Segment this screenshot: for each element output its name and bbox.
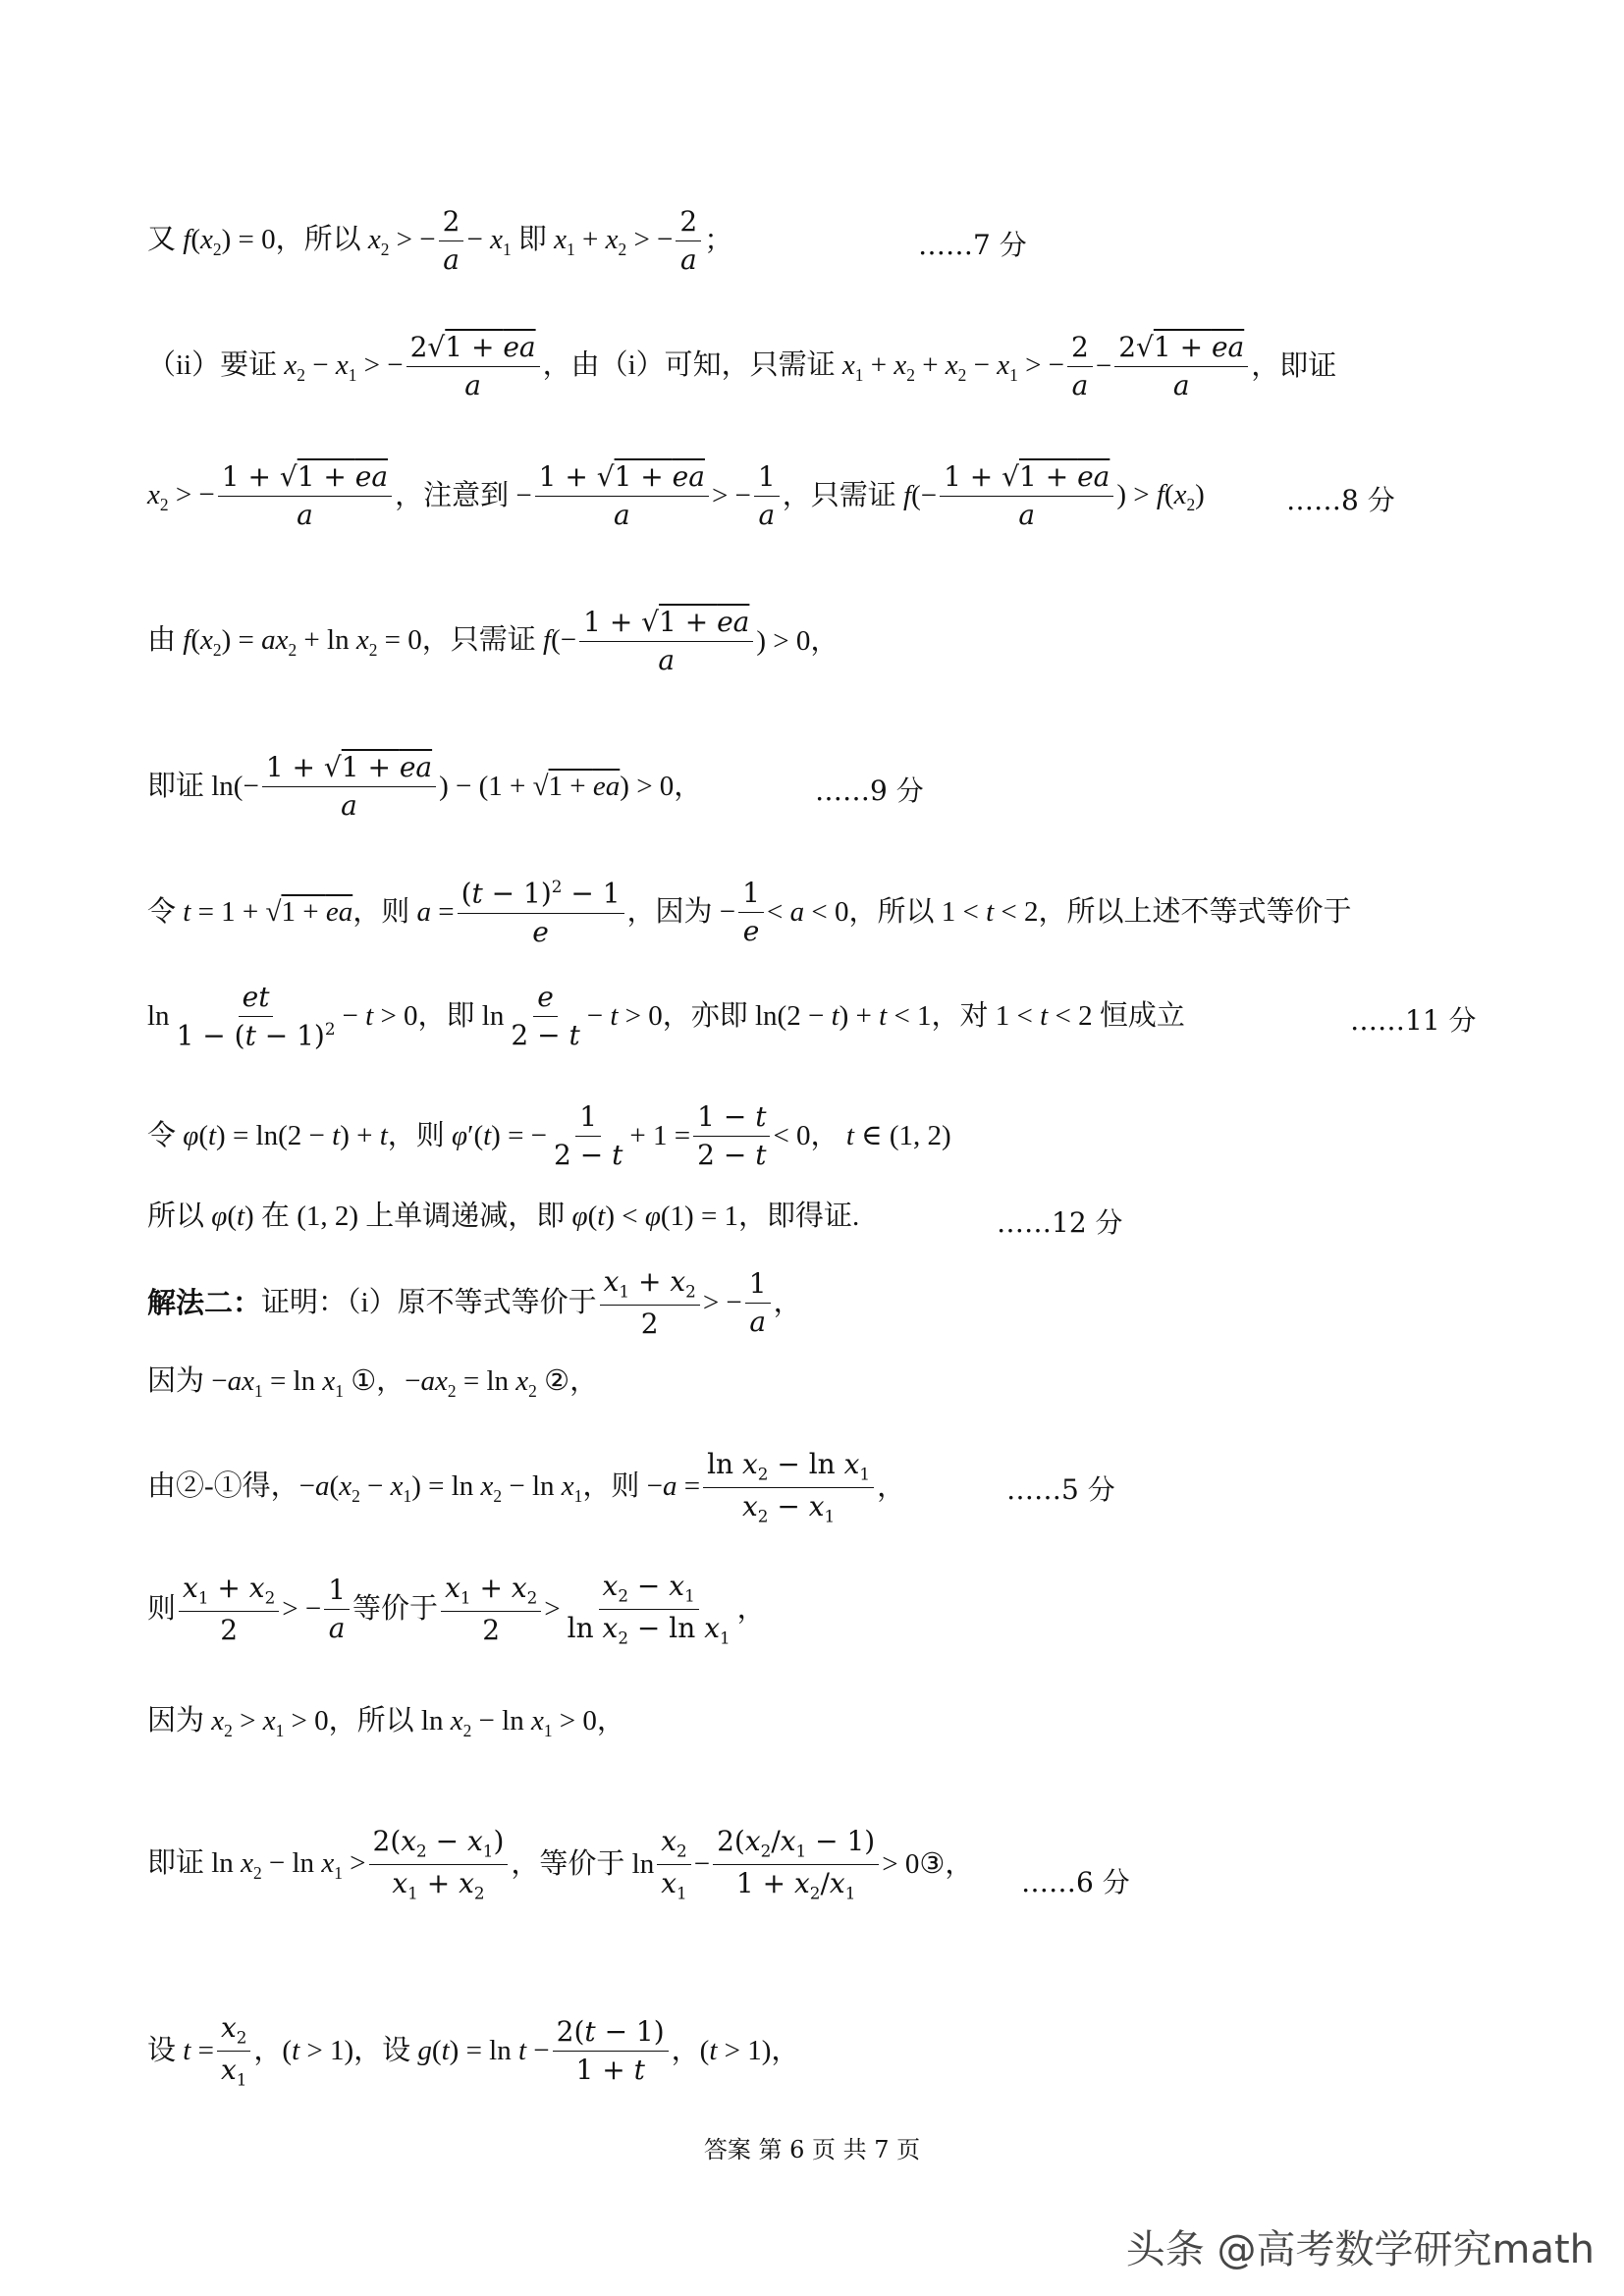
score-5: ……5 分 xyxy=(1006,1473,1115,1506)
score-7: ……7 分 xyxy=(918,229,1027,261)
line-12: 由②-①得，$-a(x_2 - x_1) = \ln x_2 - \ln x_1$，则 −a = $\frac{\ln x_2 - \ln x_1}{x_2 - x_1}$ ， xyxy=(147,1448,906,1526)
line-16: 设 t = $\frac{x_2}{x_1}$ ，(t > 1)，设 g(t) = ln t − $\frac{2(t - 1)}{1 + t}$ ，(t > 1)， xyxy=(147,2011,800,2090)
method-two-label: 解法二： xyxy=(147,1286,262,1320)
line-15: 即证 $\ln x_2 - \ln x_1$ > $\frac{2(x_2 - x_1)}{x_1 + x_2}$ ，等价于 ln $\frac{x_2}{x_1}$ − $\frac{2(x_2/x_1 - 1)}{1 + x_2/x_1}$ > 0③， xyxy=(147,1825,974,1903)
line-14: 因为 $x_2 > x_1 > 0$，所以 $\ln x_2 - \ln x_1 > 0$， xyxy=(147,1705,625,1740)
line-9: 所以 φ(t) 在 (1, 2) 上单调递减，即 φ(t) < φ(1) = 1，即得证. xyxy=(147,1201,860,1232)
line-10: 解法二： 证明：（i）原不等式等价于 $\frac{x_1 + x_2}{2}$ > − $\frac{1}{a}$ ， xyxy=(147,1265,802,1340)
score-9: ……9 分 xyxy=(815,774,924,807)
watermark: 头条 @高考数学研究math xyxy=(1125,2227,1595,2272)
line-5: 即证 ln(− $\frac{1 + √1 + ea}{a}$ ) − (1 + √1 + ea) > 0， xyxy=(147,751,703,823)
score-8: ……8 分 xyxy=(1286,484,1395,516)
line-1: 又 $f(x_2) = 0$，所以 $x_2$ > − $\frac{2}{a}$ − $x_1$ 即 $x_1 + x_2$ > − $\frac{2}{a}$ ； xyxy=(147,205,733,277)
line-6: 令 t = 1 + √1 + ea，则 a = $\frac{(t - 1)^2 - 1}{e}$ ，因为 − $\frac{1}{e}$ < a < 0，所以 1 < t < 2，所以上述不等式等价于 xyxy=(147,877,1352,948)
line-4: 由 $f(x_2) = ax_2 + \ln x_2 = 0$，只需证 f(− $\frac{1 + √1 + ea}{a}$ ) > 0， xyxy=(147,606,839,677)
line-7: ln $\frac{et}{1 - (t - 1)^2}$ − t > 0，即 ln $\frac{e}{2 - t}$ − t > 0，亦即 ln(2 − t) + t < 1，对 1 < t < 2 恒成立 xyxy=(147,981,1185,1052)
line-11: 因为 $-ax_1 = \ln x_1$ ①，$-ax_2 = \ln x_2$ ②， xyxy=(147,1365,599,1401)
score-12: ……12 分 xyxy=(997,1206,1123,1239)
score-11: ……11 分 xyxy=(1350,1004,1477,1037)
page-footer: 答案 第 6 页 共 7 页 xyxy=(703,2136,921,2163)
line-13: 则 $\frac{x_1 + x_2}{2}$ > − $\frac{1}{a}$ 等价于 $\frac{x_1 + x_2}{2}$ > $\frac{x_2 - x_1}{\ln x_2 - \ln x_1}$ ， xyxy=(147,1570,766,1648)
line-8: 令 φ(t) = ln(2 − t) + t，则 φ′(t) = − $\frac{1}{2 - t}$ + 1 = $\frac{1 - t}{2 - t}$ < 0， t ∈ (1, 2) xyxy=(147,1100,951,1172)
line-2: （ii）要证 $x_2 - x_1$ > − $\frac{2√1 + ea}{a}$ ，由（i）可知，只需证 $x_1 + x_2 + x_2 - x_1$ > − $\frac{2}{a}$ − $\frac{2√1 + ea}{a}$ ，即证 xyxy=(147,331,1337,402)
line-3: $x_2$ > − $\frac{1 + √1 + ea}{a}$ ，注意到 − $\frac{1 + √1 + ea}{a}$ > − $\frac{1}{a}$ ，只需证 f(− $\frac{1 + √1 + ea}{a}$ ) > $f(x_2)$ xyxy=(147,460,1205,532)
score-6: ……6 分 xyxy=(1021,1866,1130,1898)
